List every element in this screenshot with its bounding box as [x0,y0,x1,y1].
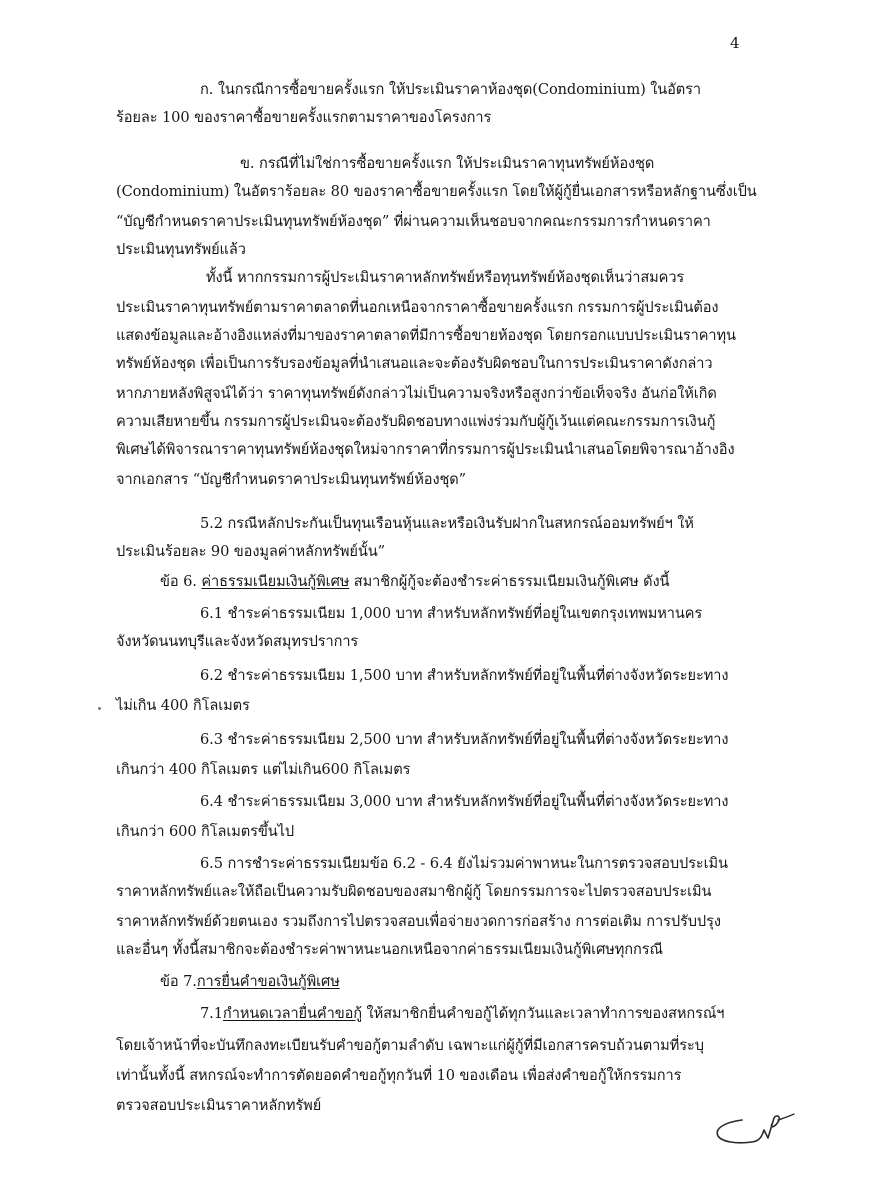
clause-7-prefix: ข้อ 7. [160,973,197,990]
item-7-1-text: ให้สมาชิกยื่นคำขอกู้ได้ทุกวันและเวลาทำการของสหกรณ์ฯ [362,1005,725,1022]
clause-7-heading [160,972,340,992]
paragraph-b-line: ข. กรณีที่ไม่ใช่การซื้อขายครั้งแรก ให้ประเมินราคาทุนทรัพย์ห้องชุด [240,155,655,172]
scan-speck [98,707,101,710]
item-6-2-line: 6.2 ชำระค่าธรรมเนียม 1,500 บาท สำหรับหลักทรัพย์ที่อยู่ในพื้นที่ต่างจังหวัดระยะทาง [200,667,729,684]
item-6-3-line: เกินกว่า 400 กิโลเมตร แต่ไม่เกิน600 กิโลเมตร [116,761,411,778]
clause-6-title: ค่าธรรมเนียมเงินกู้พิเศษ [201,573,350,590]
item-6-5-line: ราคาหลักทรัพย์ด้วยตนเอง รวมถึงการไปตรวจสอบเพื่อจ่ายงวดการก่อสร้าง การต่อเติม การปรับปรุง [116,913,721,930]
item-7-1-heading [200,1004,724,1024]
paragraph-b-line: “บัญชีกำหนดราคาประเมินทุนทรัพย์ห้องชุด” ที่ผ่านความเห็นชอบจากคณะกรรมการกำหนดราคา [116,213,711,230]
item-7-1-title: กำหนดเวลายื่นคำขอกู้ [222,1005,363,1022]
item-6-5-line: 6.5 การชำระค่าธรรมเนียมข้อ 6.2 - 6.4 ยังไม่รวมค่าพาหนะในการตรวจสอบประเมิน [200,855,728,872]
item-6-4-line: เกินกว่า 600 กิโลเมตรขึ้นไป [116,823,295,840]
item-7-1-line: ตรวจสอบประเมินราคาหลักทรัพย์ [116,1097,322,1114]
signature-initials [712,1106,798,1150]
item-6-2-line: ไม่เกิน 400 กิโลเมตร [116,697,250,714]
item-7-1-prefix: 7.1 [200,1005,223,1022]
clause-6-prefix: ข้อ 6. [160,573,202,590]
item-6-1-line: จังหวัดนนทบุรีและจังหวัดสมุทรปราการ [116,633,359,650]
paragraph-c-line: ประเมินราคาทุนทรัพย์ตามราคาตลาดที่นอกเหนือจากราคาซื้อขายครั้งแรก กรรมการผู้ประเมินต้อง [116,299,719,316]
clause-6-heading [160,572,669,592]
item-7-1-line: เท่านั้นทั้งนี้ สหกรณ์จะทำการตัดยอดคำขอกู้ทุกวันที่ 10 ของเดือน เพื่อส่งคำขอกู้ให้กรรมการ [116,1067,682,1084]
item-6-5-line: และอื่นๆ ทั้งนี้สมาชิกจะต้องชำระค่าพาหนะนอกเหนือจากค่าธรรมเนียมเงินกู้พิเศษทุกกรณี [116,941,663,958]
clause-7-title: การยื่นคำขอเงินกู้พิเศษ [196,973,340,990]
item-7-1-line: โดยเจ้าหน้าที่จะบันทึกลงทะเบียนรับคำขอกู้ตามลำดับ เฉพาะแก่ผู้กู้ที่มีเอกสารครบถ้วนตามที่ระบุ [116,1037,704,1054]
item-6-4-line: 6.4 ชำระค่าธรรมเนียม 3,000 บาท สำหรับหลักทรัพย์ที่อยู่ในพื้นที่ต่างจังหวัดระยะทาง [200,793,729,810]
item-6-5-line: ราคาหลักทรัพย์และให้ถือเป็นความรับผิดชอบของสมาชิกผู้กู้ โดยกรรมการจะไปตรวจสอบประเมิน [116,883,712,900]
paragraph-a-line: ก. ในกรณีการซื้อขายครั้งแรก ให้ประเมินราคาห้องชุด(Condominium) ในอัตรา [200,81,701,98]
item-6-3-line: 6.3 ชำระค่าธรรมเนียม 2,500 บาท สำหรับหลักทรัพย์ที่อยู่ในพื้นที่ต่างจังหวัดระยะทาง [200,731,729,748]
paragraph-c-line: แสดงข้อมูลและอ้างอิงแหล่งที่มาของราคาตลาดที่มีการซื้อขายห้องชุด โดยกรอกแบบประเมินราคาทุน [116,327,736,344]
paragraph-5-2-line: 5.2 กรณีหลักประกันเป็นทุนเรือนหุ้นและหรือเงินรับฝากในสหกรณ์ออมทรัพย์ฯ ให้ [200,515,694,532]
paragraph-c-line: ความเสียหายขึ้น กรรมการผู้ประเมินจะต้องรับผิดชอบทางแพ่งร่วมกับผู้กู้เว้นแต่คณะกรรมการเงินกู้ [116,413,716,430]
paragraph-c-line: พิเศษได้พิจารณาราคาทุนทรัพย์ห้องชุดใหม่จากราคาที่กรรมการผู้ประเมินนำเสนอโดยพิจารณาอ้างอิง [116,441,735,458]
paragraph-b-line: ประเมินทุนทรัพย์แล้ว [116,241,246,258]
paragraph-c-line: หากภายหลังพิสูจน์ได้ว่า ราคาทุนทรัพย์ดังกล่าวไม่เป็นความจริงหรือสูงกว่าข้อเท็จจริง อันก่อให้เกิด [116,385,717,402]
paragraph-b-line: (Condominium) ในอัตราร้อยละ 80 ของราคาซื้อขายครั้งแรก โดยให้ผู้กู้ยื่นเอกสารหรือหลักฐานซึ่งเป็น [116,183,757,200]
paragraph-c-line: ทั้งนี้ หากกรรมการผู้ประเมินราคาหลักทรัพย์หรือทุนทรัพย์ห้องชุดเห็นว่าสมควร [206,269,685,286]
clause-6-text: สมาชิกผู้กู้จะต้องชำระค่าธรรมเนียมเงินกู้พิเศษ ดังนี้ [349,573,670,590]
paragraph-a-line: ร้อยละ 100 ของราคาซื้อขายครั้งแรกตามราคาของโครงการ [116,109,492,126]
item-6-1-line: 6.1 ชำระค่าธรรมเนียม 1,000 บาท สำหรับหลักทรัพย์ที่อยู่ในเขตกรุงเทพมหานคร [200,605,703,622]
paragraph-c-line: จากเอกสาร “บัญชีกำหนดราคาประเมินทุนทรัพย์ห้องชุด” [116,471,467,488]
paragraph-5-2-line: ประเมินร้อยละ 90 ของมูลค่าหลักทรัพย์นั้น” [116,543,385,560]
paragraph-c-line: ทรัพย์ห้องชุด เพื่อเป็นการรับรองข้อมูลที่นำเสนอและจะต้องรับผิดชอบในการประเมินราคาดังกล่าว [116,355,713,372]
page-number: 4 [730,34,740,52]
